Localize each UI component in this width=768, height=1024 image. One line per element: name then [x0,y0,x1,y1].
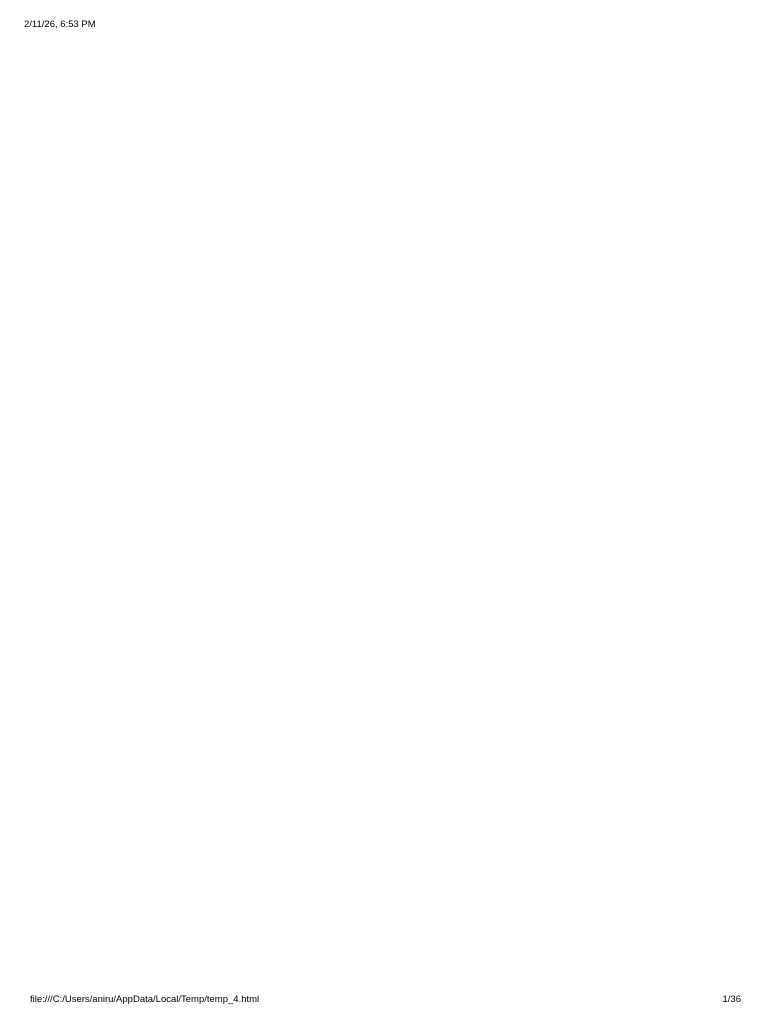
document-body [43,42,719,982]
print-timestamp: 2/11/26, 6:53 PM [24,19,96,30]
print-file-path: file:///C:/Users/aniru/AppData/Local/Temp/temp_4.html [30,994,260,1005]
page-number: 1/36 [722,994,741,1005]
